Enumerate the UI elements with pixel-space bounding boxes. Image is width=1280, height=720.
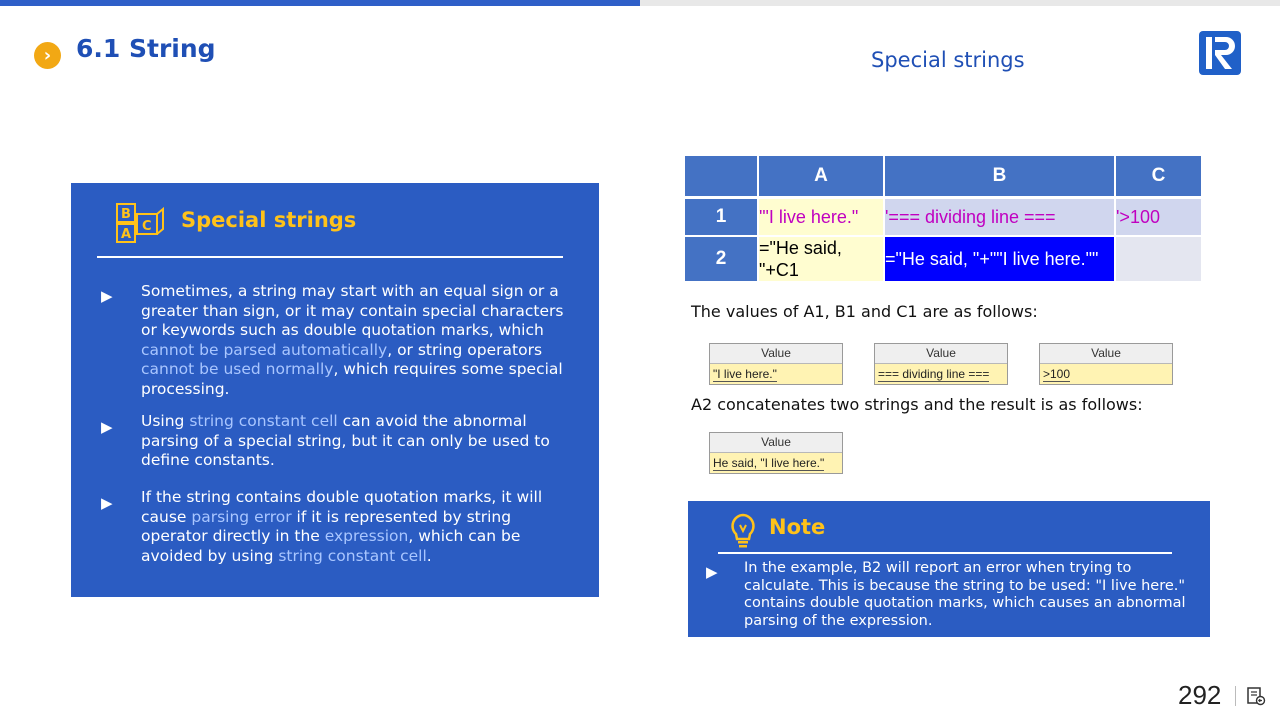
divider [718, 552, 1172, 554]
bullet-arrow-icon: ▶ [101, 494, 113, 512]
row-header[interactable]: 1 [685, 199, 757, 235]
footer-separator [1235, 686, 1236, 706]
spreadsheet-grid [683, 156, 1203, 281]
svg-text:B: B [121, 207, 131, 222]
return-icon[interactable] [1246, 686, 1266, 706]
page-title: 6.1 String [76, 34, 216, 63]
result-box [709, 432, 843, 474]
column-header[interactable]: B [885, 156, 1114, 196]
top-progress-track [640, 0, 1280, 6]
abc-blocks-icon [115, 202, 165, 244]
column-header[interactable]: A [759, 156, 883, 196]
panel-heading: Special strings [181, 208, 357, 232]
bullet-text: Using string constant cell can avoid the abnormal parsing of a special string, but it can only be used to define constants. [141, 412, 550, 469]
page-number: 292 [1178, 680, 1222, 710]
divider [97, 256, 563, 258]
value-cell: He said, "I live here." [710, 453, 842, 473]
value-header: Value [710, 344, 842, 364]
slide-subtitle: Special strings [871, 48, 1025, 72]
row-header[interactable]: 2 [685, 237, 757, 281]
value-header: Value [1040, 344, 1172, 364]
value-box [709, 343, 843, 385]
value-cell: === dividing line === [875, 364, 1007, 384]
bullet-arrow-icon: ▶ [101, 418, 113, 436]
cell-a2[interactable]: ="He said, "+C1 [759, 237, 883, 281]
svg-text:C: C [142, 219, 152, 234]
note-text: In the example, B2 will report an error when trying to calculate. This is because the string to be used: "I live here." contains double quotation marks, which causes an abnormal parsing of the expression. [744, 560, 1186, 629]
value-header: Value [710, 433, 842, 453]
note-panel [688, 501, 1210, 637]
top-accent-bar [0, 0, 640, 6]
bullet-arrow-icon: ▶ [101, 287, 113, 305]
value-box [1039, 343, 1173, 385]
cell-c2[interactable] [1116, 237, 1201, 281]
bullet-text: Sometimes, a string may start with an equal sign or a greater than sign, or it may contain special characters or keywords such as double quotation marks, which cannot be parsed automatically, or string operators cannot be used normally, which requires some special processing. [141, 282, 564, 398]
note-heading: Note [769, 515, 826, 539]
values-caption: The values of A1, B1 and C1 are as follows: [691, 302, 1038, 321]
value-header: Value [875, 344, 1007, 364]
cell-b1[interactable]: '=== dividing line === [885, 199, 1114, 235]
value-box [874, 343, 1008, 385]
value-cell: "I live here." [710, 364, 842, 384]
column-header[interactable]: C [1116, 156, 1201, 196]
lightbulb-icon [730, 513, 756, 549]
special-strings-panel [71, 183, 599, 597]
chevron-right-icon: › [34, 42, 61, 69]
concat-caption: A2 concatenates two strings and the result is as follows: [691, 395, 1143, 414]
bullet-text: If the string contains double quotation marks, it will cause parsing error if it is represented by string operator directly in the expression, which can be avoided by using string constant cell. [141, 488, 543, 565]
cell-b2[interactable]: ="He said, "+""I live here."" [885, 237, 1114, 281]
cell-a1[interactable]: '"I live here." [759, 199, 883, 235]
bullet-arrow-icon: ▶ [706, 563, 718, 581]
svg-text:A: A [121, 227, 132, 242]
brand-logo-icon [1199, 31, 1241, 75]
value-cell: >100 [1040, 364, 1172, 384]
corner-cell [685, 156, 757, 196]
cell-c1[interactable]: '>100 [1116, 199, 1201, 235]
